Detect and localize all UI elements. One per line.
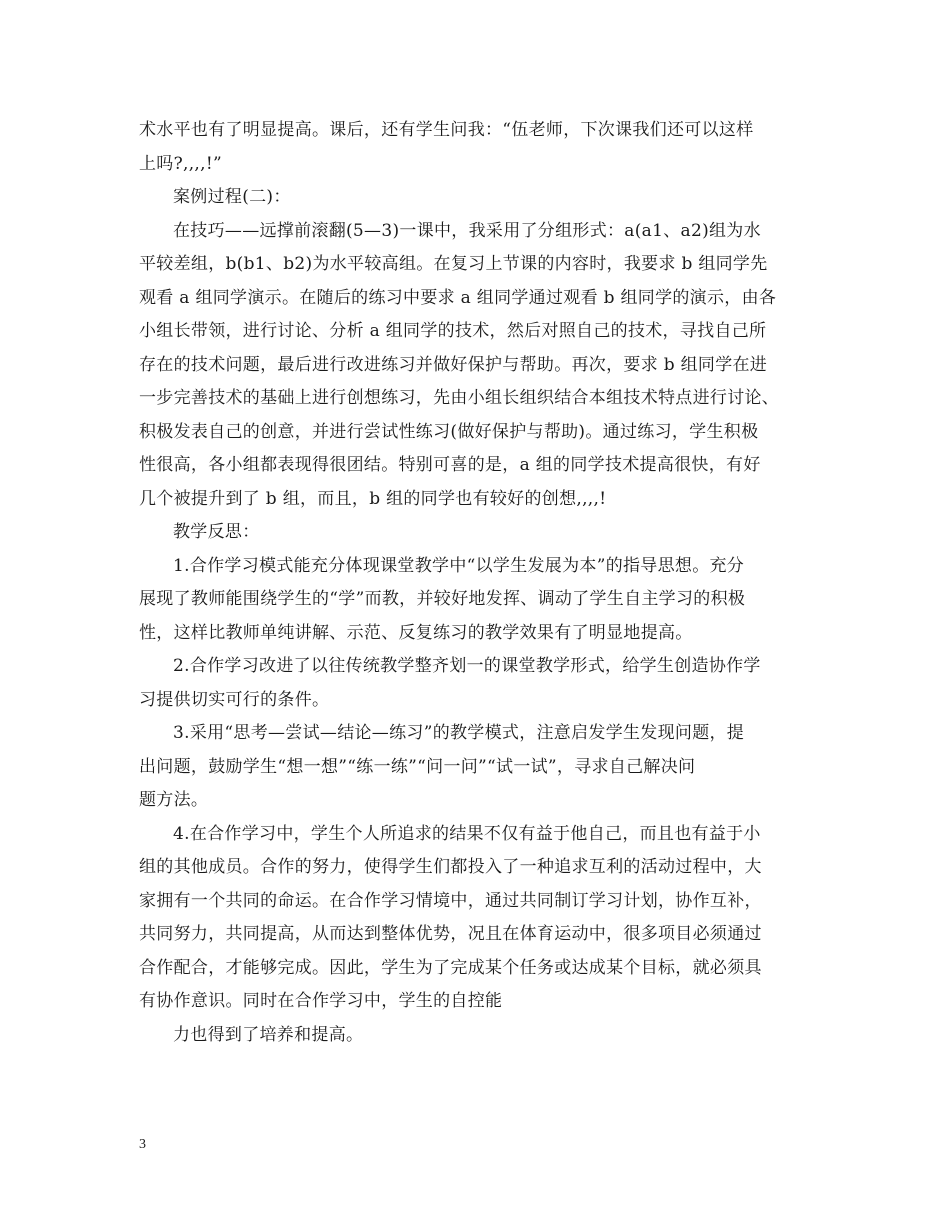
text-line: 在技巧——远撑前滚翻(5—3)一课中，我采用了分组形式：a(a1、a2)组为水 [173,220,761,241]
text-line: 小组长带领，进行讨论、分析 a 组同学的技术，然后对照自己的技术，寻找自己所 [139,321,767,341]
text-line: 术水平也有了明显提高。课后，还有学生问我：“伍老师，下次课我们还可以这样 [139,120,754,140]
text-line: 案例过程(二)： [173,187,291,207]
text-line: 几个被提升到了 b 组，而且，b 组的同学也有较好的创想,,,,! [139,488,607,509]
text-line: 存在的技术问题，最后进行改进练习并做好保护与帮助。再次，要求 b 组同学在进 [139,354,768,375]
body-text [139,114,819,1052]
text-line: 4.在合作学习中，学生个人所追求的结果不仅有益于他自己，而且也有益于小 [173,823,761,844]
text-line: 积极发表自己的创意，并进行尝试性练习(做好保护与帮助)。通过练习，学生积极 [139,421,759,442]
text-line: 观看 a 组同学演示。在随后的练习中要求 a 组同学通过观看 b 组同学的演示，由各 [139,287,777,308]
text-line: 有协作意识。同时在合作学习中，学生的自控能 [139,991,503,1011]
text-line: 出问题，鼓励学生“想一想”“练一练”“问一问”“试一试”，寻求自己解决问 [139,756,696,777]
text-line: 组的其他成员。合作的努力，使得学生们都投入了一种追求互利的活动过程中，大 [139,857,762,877]
text-line: 2.合作学习改进了以往传统教学整齐划一的课堂教学形式，给学生创造协作学 [173,656,761,676]
text-line: 1.合作学习模式能充分体现课堂教学中“以学生发展为本”的指导思想。充分 [173,555,745,576]
text-line: 力也得到了培养和提高。 [173,1024,364,1045]
text-line: 平较差组，b(b1、b2)为水平较高组。在复习上节课的内容时，我要求 b 组同学先 [139,254,768,274]
text-line: 3.采用“思考—尝试—结论—练习”的教学模式，注意启发学生发现问题，提 [173,723,745,743]
page-number: 3 [139,1137,146,1152]
text-line: 性，这样比教师单纯讲解、示范、反复练习的教学效果有了明显地提高。 [139,622,693,643]
text-line: 题方法。 [139,790,209,810]
text-line: 合作配合，才能够完成。因此，学生为了完成某个任务或达成某个目标，就必须具 [139,957,762,978]
text-line: 教学反思： [173,522,260,542]
text-line: 展现了教师能围绕学生的“学”而教，并较好地发挥、调动了学生自主学习的积极 [139,589,746,609]
text-line: 上吗?,,,,!” [139,153,222,174]
text-line: 习提供切实可行的条件。 [139,689,330,710]
text-line: 共同努力，共同提高，从而达到整体优势，况且在体育运动中，很多项目必须通过 [139,924,762,944]
text-line: 一步完善技术的基础上进行创想练习，先由小组长组织结合本组技术特点进行讨论、 [139,388,780,408]
text-line: 家拥有一个共同的命运。在合作学习情境中，通过共同制订学习计划，协作互补， [139,890,762,911]
text-line: 性很高，各小组都表现得很团结。特别可喜的是，a 组的同学技术提高很快，有好 [139,455,761,475]
